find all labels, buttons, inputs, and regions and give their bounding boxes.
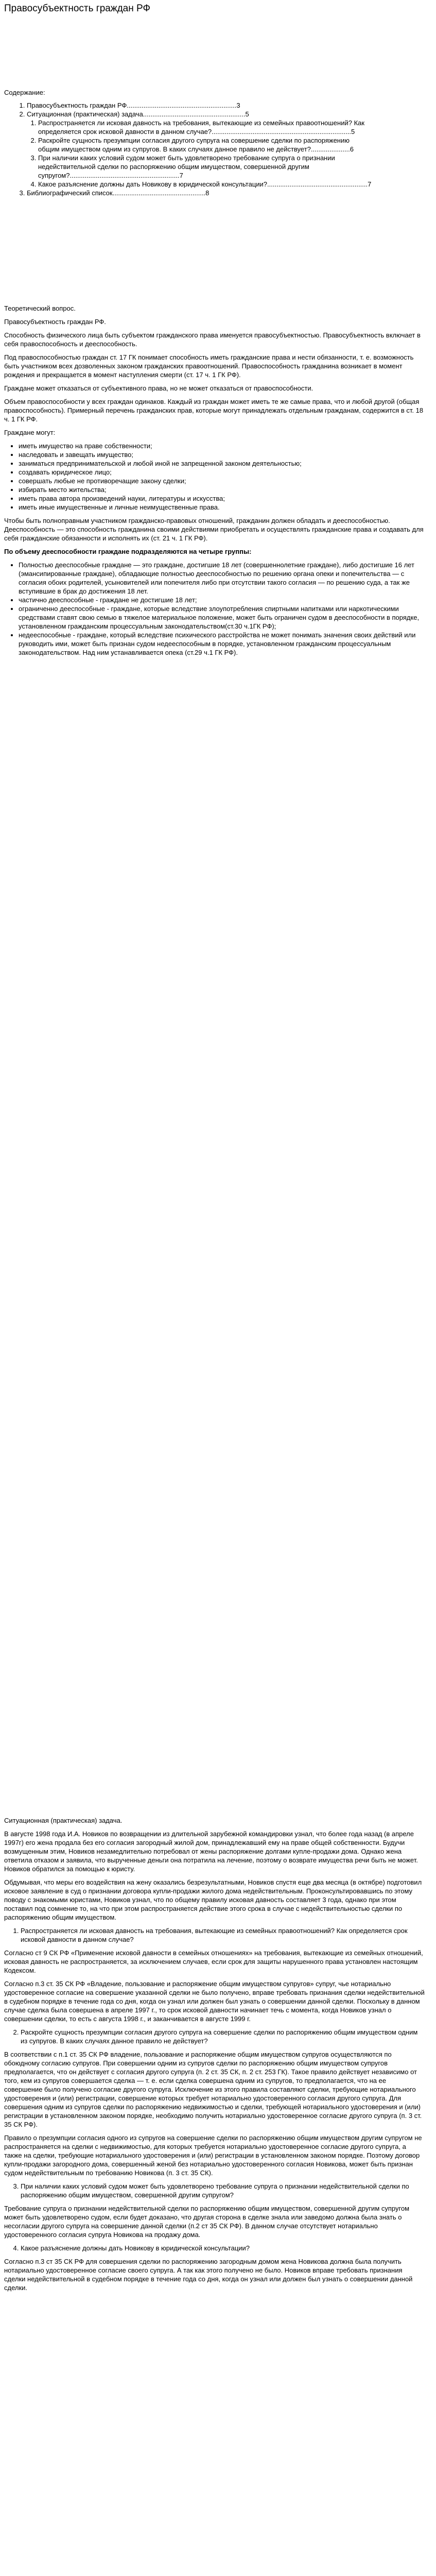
- toc-item: 3. Библиографический список..................................................8: [27, 189, 372, 197]
- capacity-groups-list: [4, 561, 425, 657]
- task-section: [4, 1816, 425, 2297]
- paragraph: В августе 1998 года И.А. Новиков по возвращении из длительной зарубежной командировки узнал, что более года назад (в апреле 1997г) его жена продала без его согласия загородный жилой дом, принадлежавший ему на праве общей собственности. Будучи возмущенным этим, Новиков незамедлительно потребовал от жены распоряжение долгами купле-продажи дома. Однако жена ответила отказом и заявила, что вырученные деньги она потратила на лечение, поэтому о возврате имущества речи быть не может. Новиков обратился за помощью к юристу.: [4, 1830, 418, 1873]
- list-item: • создавать юридическое лицо;: [19, 468, 425, 477]
- toc-item-label: Ситуационная (практическая) задача.......................................................5: [27, 110, 249, 118]
- section-heading: Ситуационная (практическая) задача.: [4, 1817, 123, 1824]
- paragraph: Чтобы быть полноправным участником гражданско-правовых отношений, гражданин должен обладать и дееспособностью. Дееспособность — это способность гражданина своими действиями приобретать и осуществлять гражданские права и создавать для себя гражданские обязанности и исполнять их (ст. 21 ч. 1 ГК РФ).: [4, 517, 424, 542]
- bold-phrase: По объему дееспособности граждане подразделяются на четыре группы:: [4, 548, 252, 555]
- paragraph: Объем правоспособности у всех граждан одинаков. Каждый из граждан может иметь те же самые права, что и любой другой (общая правоспособность). Примерный перечень гражданских прав, которые могут принадлежать отдельным гражданам, содержится в ст. 18 ч. 1 ГК РФ.: [4, 398, 424, 423]
- question-item: 1. Распространяется ли исковая давность на требования, вытекающие из семейных правоотношений? Как определяется срок исковой давности в данном случае?: [21, 1926, 425, 1944]
- paragraph: Способность физического лица быть субъектом гражданского права именуется правосубъектностью. Правосубъектность включает в себя правоспособность и дееспособность.: [4, 331, 421, 348]
- toc-item: 1. Правосубъектность граждан РФ...........................................................3: [27, 101, 372, 110]
- theory-section: [4, 304, 425, 662]
- question-item: 3. При наличии каких условий судом может быть удовлетворено требование супруга о признании недействительной сделки по распоряжению общим имуществом, совершенной другим супругом?: [21, 2182, 425, 2199]
- toc-item: [27, 110, 372, 189]
- paragraph: Обдумывая, что меры его воздействия на жену оказались безрезультатными, Новиков спустя еще два месяца (в октябре) подготовил исковое заявление в суд о признании договора купли-продажи жилого дома недействительным. Проконсультировавшись по этому поводу с знакомыми юристами, Новиков узнал, что по общему правилу исковая давность составляет 3 года, однако при этом поставил под сомнение то, на что при этом распространяется действие этого срока в случае с недействительностью сделки по распоряжению общим имуществом.: [4, 1878, 422, 1921]
- question-list: [4, 1926, 425, 1944]
- toc-subitem: 2. Раскройте сущность презумпции согласия другого супруга на совершение сделки по распоряжению общим имуществом одним из супругов. В каких случаях данное правило не действует?.....................6: [38, 136, 372, 154]
- paragraph: Под правоспособностью граждан ст. 17 ГК понимает способность иметь гражданские права и нести обязанности, т. е. возможность быть участником всех дозволенных законом гражданских правоотношений. Правоспособность гражданина возникает в момент рождения и прекращается в момент наступления смерти (ст. 17 ч. 1 ГК РФ).: [4, 353, 414, 379]
- paragraph: Согласно п.3 ст. 35 СК РФ «Владение, пользование и распоряжение общим имуществом супругов» супруг, чье нотариально удостоверенное согласие на совершение указанной сделки не было получено, вправе требовать признания сделки недействительной в судебном порядке в течение года со дня, когда он узнал или должен был узнать о совершении данной сделки. Поскольку в данном случае сделка была совершена в апреле 1997 г., то срок исковой давности начинает течь с момента, когда Новиков узнал о совершении сделки, то есть с августа 1998 г., и заканчивается в августе 1999 г.: [4, 1980, 425, 2023]
- toc-subitem: 1. Распространяется ли исковая давность на требования, вытекающие из семейных правоотношений? Как определяется срок исковой давности в данном случае?...........................................................................5: [38, 118, 372, 136]
- list-item: • ограниченно дееспособные - граждане, которые вследствие злоупотребления спиртными напитками или наркотическими средствами ставят свою семью в тяжелое материальное положение, может быть ограничен судом в дееспособности в порядке, установленном гражданским процессуальным законодательством(ст.30 ч.1ГК РФ);: [19, 604, 425, 631]
- table-of-contents: [16, 101, 372, 197]
- toc-subitem: 4. Какое разъяснение должны дать Новикову в юридической консультации?......................................................7: [38, 180, 372, 189]
- list-item: • недееспособные - граждане, который вследствие психического расстройства не может понимать значения своих действий или руководить ими, может быть признан судом недееспособным в порядке, установленном гражданским процессуальным законодательством. Над ним устанавливается опека (ст.29 ч.1 ГК РФ).: [19, 631, 425, 657]
- contents-heading: Содержание:: [4, 89, 45, 96]
- page-title: Правосубъектность граждан РФ: [4, 3, 150, 14]
- list-item: • Полностью дееспособные граждане — это граждане, достигшие 18 лет (совершеннолетние граждане), либо достигшие 16 лет (эмансипированные граждане), обладающие полностью дееспособностью по решению органа опеки и попечительства — с согласия обоих родителей, усыновителей или попечителя либо при отсутствии такого согласия — по решению суда, а так же вступившие в брак до достижения 18 лет.: [19, 561, 425, 596]
- section-subheading: Правосубъектность граждан РФ.: [4, 318, 106, 326]
- list-item: • совершать любые не противоречащие закону сделки;: [19, 477, 425, 485]
- toc-subitem: 3. При наличии каких условий судом может быть удовлетворено требование супруга о признании недействительной сделки по распоряжению общим имуществом, совершенной другим супругом?...........................................................7: [38, 154, 372, 180]
- paragraph: [4, 547, 425, 556]
- list-item: • частично дееспособные - граждане не достигшие 18 лет;: [19, 596, 425, 604]
- paragraph: В соответствии с п.1 ст. 35 СК РФ владение, пользование и распоряжение общим имуществом супругов осуществляются по обоюдному согласию супругов. При совершении одним из супругов сделки по распоряжению общим имуществом супругов предполагается, что он действует с согласия другого супруга (п. 2 ст. 35 СК, п. 2 ст. 253 ГК). Такое правило действует независимо от того, кем из супругов совершается сделка — т. е. если сделка совершена одним из супругов, то предполагается, что на ее совершение было получено согласие другого супруга. Исключение из этого правила составляют сделки, требующие нотариального удостоверения и (или) регистрации, совершение которых требует нотариально удостоверенного согласия другого супруга. Для совершения одним из супругов сделки по распоряжению недвижимостью и сделки, требующей нотариального удостоверения и (или) регистрации в установленном законом порядке, необходимо получить нотариально удостоверенное согласие другого супруга (п. 3 ст. 35 СК РФ).: [4, 2050, 422, 2128]
- paragraph: Требование супруга о признании недействительной сделки по распоряжению общим имуществом, совершенной другим супругом может быть удовлетворено судом, если будет доказано, что другая сторона в сделке знала или заведомо должна была знать о несогласии другого супруга на совершение данной сделки (п.2 ст 35 СК РФ). В данном случае отсутствует нотариально удостоверенного согласия супруга Новикова на продажу дома.: [4, 2205, 410, 2239]
- paragraph: Граждане могут:: [4, 429, 56, 436]
- question-list: [4, 2028, 425, 2045]
- paragraph: Граждане может отказаться от субъективного права, но не может отказаться от правоспособности.: [4, 384, 313, 392]
- paragraph: Согласно п.3 ст 35 СК РФ для совершения сделки по распоряжению загородным домом жена Новикова должна была получить нотариально удостоверенное согласие своего супруга. А так как этого получено не было. Новиков вправе требовать признания сделки недействительной в судебном порядке в течение года со дня, когда он узнал или должен был узнать о совершении данной сделки.: [4, 2258, 413, 2292]
- question-list: [4, 2182, 425, 2199]
- list-item: • наследовать и завещать имущество;: [19, 450, 425, 459]
- list-item: • избирать место жительства;: [19, 485, 425, 494]
- question-item: 4. Какое разъяснение должны дать Новикову в юридической консультации?: [21, 2244, 425, 2252]
- paragraph: Правило о презумпции согласия одного из супругов на совершение сделки по распоряжению общим имуществом другим супругом не распространяется на сделки с недвижимостью, для которых требуется нотариально удостоверенное согласие другого супруга, а также на сделки, требующие нотариального удостоверения и (или) регистрации в установленном законом порядке. Поэтому договор купли-продажи загородного дома, совершенный женой без нотариально удостоверенного согласия Новикова, может быть признан судом недействительным по требованию Новикова (п. 3 ст. 35 СК).: [4, 2134, 422, 2177]
- list-item: • иметь иные имущественные и личные неимущественные права.: [19, 503, 425, 512]
- question-list: [4, 2244, 425, 2252]
- paragraph: Согласно ст 9 СК РФ «Применение исковой давности в семейных отношениях» на требования, вытекающие из семейных отношений, исковая давность не распространяется, за исключением случаев, если срок для защиты нарушенного права установлен настоящим Кодексом.: [4, 1949, 423, 1974]
- list-item: • иметь имущество на праве собственности;: [19, 442, 425, 450]
- list-item: • заниматься предпринимательской и любой иной не запрещенной законом деятельностью;: [19, 459, 425, 468]
- question-item: 2. Раскройте сущность презумпции согласия другого супруга на совершение сделки по распоряжению общим имуществом одним из супругов. В каких случаях данное правило не действует?: [21, 2028, 425, 2045]
- rights-list: [4, 442, 425, 512]
- list-item: • иметь права автора произведений науки, литературы и искусства;: [19, 494, 425, 503]
- section-heading: Теоретический вопрос.: [4, 304, 76, 312]
